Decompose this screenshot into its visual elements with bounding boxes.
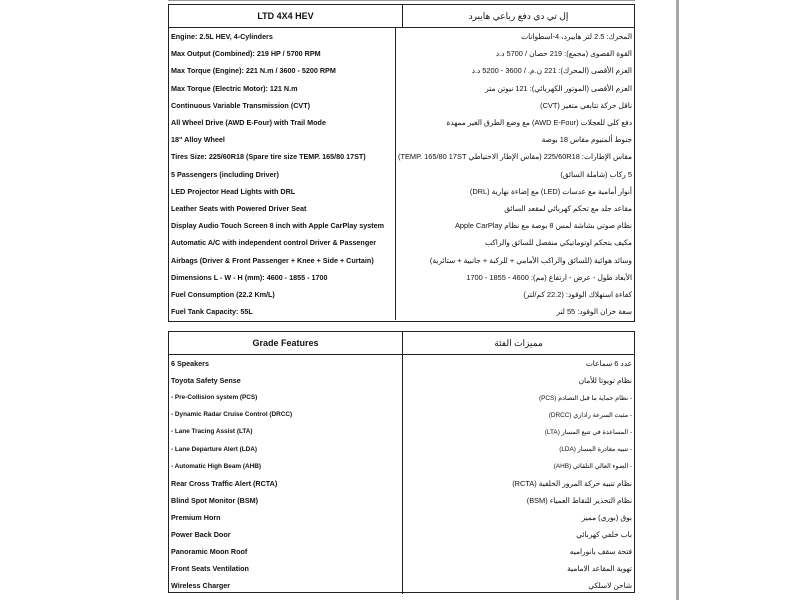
table-row-arabic: مكيف بتحكم اوتوماتيكي منفصل للسائق والراكب [485, 238, 632, 248]
table-row-english: 6 Speakers [171, 359, 209, 369]
table-row-arabic: دفع كلي للعجلات (AWD E-Four) مع وضع الطرق الغير ممهدة [446, 118, 632, 128]
table-row-english: - Automatic High Beam (AHB) [171, 462, 261, 470]
specifications-table-header [169, 5, 634, 28]
table-row-english: Display Audio Touch Screen 8 inch with Apple CarPlay system [171, 221, 385, 231]
table-row-english: Fuel Consumption (22.2 Km/L) [171, 289, 275, 299]
table-row-arabic: - المساعدة في تتبع المسار (LTA) [544, 428, 632, 436]
table-row-arabic: سعة خزان الوقود: 55 لتر [556, 307, 632, 317]
table-row-arabic: - نظام حماية ما قبل التصادم (PCS) [538, 394, 632, 402]
table-row-arabic: نظام التحذير للنقاط العمياء (BSM) [526, 495, 632, 505]
table-row-arabic: تهوية المقاعد الامامية [567, 564, 632, 574]
table-row-english: Continuous Variable Transmission (CVT) [171, 100, 310, 110]
page-top-rule [168, 0, 635, 1]
table-row-english: LED Projector Head Lights with DRL [171, 186, 296, 196]
specifications-table [168, 4, 635, 322]
table-row-english: - Dynamic Radar Cruise Control (DRCC) [171, 411, 293, 419]
table-row-arabic: باب خلفي كهربائي [576, 529, 632, 539]
table-row-arabic: نظام تويوتا للأمان [578, 376, 632, 386]
table-row-english: Toyota Safety Sense [171, 376, 241, 386]
table-row-english: Leather Seats with Powered Driver Seat [171, 203, 307, 213]
table-row-arabic: مقاعد جلد مع تحكم كهربائي لمقعد السائق [504, 203, 632, 213]
table-row-arabic: جنوط ألمنيوم مقاس 18 بوصة [541, 135, 632, 145]
table-row-arabic: نظام صوتي بشاشة لمس 8 بوصة مع نظام Apple CarPlay [454, 221, 632, 231]
table-row-arabic: كفاءة استهلاك الوقود: (22.2 كم/لتر) [523, 289, 632, 299]
table-row-english: Engine: 2.5L HEV, 4-Cylinders [171, 32, 273, 42]
table-row-arabic: العزم الأقصى (الموتور الكهربائي): 121 نيوتن متر [485, 83, 632, 93]
table-row-arabic: - تنبيه مغادرة المسار (LDA) [559, 446, 632, 454]
table-row-arabic: القوة القصوى (مجمع): 219 حصان / 5700 د.د [495, 49, 632, 59]
english-column [169, 28, 396, 320]
grade-features-table [168, 331, 635, 593]
table-row-arabic: الأبعاد طول - عرض - ارتفاع (مم): 4600 - 1855 - 1700 [466, 272, 632, 282]
table-row-english: Front Seats Ventilation [171, 564, 249, 574]
table-row-english: Blind Spot Monitor (BSM) [171, 495, 259, 505]
table-row-english: - Pre-Collision system (PCS) [171, 394, 258, 402]
grade-features-header [169, 332, 634, 355]
table-row-arabic: شاحن لاسلكي [588, 581, 632, 591]
table-row-arabic: عدد 6 سماعات [585, 359, 632, 369]
table-row-english: 18" Alloy Wheel [171, 135, 225, 145]
header-arabic: إل تي دي دفع رباعي هايبرد [468, 10, 569, 21]
table-row-english: Rear Cross Traffic Alert (RCTA) [171, 478, 278, 488]
table-row-arabic: مقاس الإطارات: 225/60R18 (مقاس الإطار الاحتياطي TEMP. 165/80 17ST) [398, 152, 632, 162]
table-row-arabic: بوق (بوري) مميز [581, 512, 632, 522]
table-row-english: Automatic A/C with independent control Driver & Passenger [171, 238, 377, 248]
table-row-english: - Lane Tracing Assist (LTA) [171, 428, 253, 436]
table-row-arabic: - مثبت السرعة راداري (DRCC) [548, 411, 632, 419]
table-row-english: Max Output (Combined): 219 HP / 5700 RPM [171, 49, 321, 59]
table-row-english: 5 Passengers (including Driver) [171, 169, 279, 179]
table-row-arabic: 5 ركاب (شاملة السائق) [560, 169, 632, 179]
table-row-english: Max Torque (Electric Motor): 121 N.m [171, 83, 298, 93]
header-english: LTD 4X4 HEV [169, 5, 403, 27]
header-arabic: مميزات الفئة [494, 337, 543, 348]
table-row-arabic: ناقل حركة تتابعي متغير (CVT) [540, 100, 632, 110]
table-row-english: Tires Size: 225/60R18 (Spare tire size TEMP. 165/80 17ST) [171, 152, 366, 162]
table-row-english: Airbags (Driver & Front Passenger + Knee + Side + Curtain) [171, 255, 374, 265]
arabic-column [396, 28, 634, 320]
table-row-arabic: العزم الأقصى (المحرك): 221 ن.م. / 3600 - 5200 د.د [471, 66, 632, 76]
table-row-arabic: نظام تنبيه حركة المرور الخلفية (RCTA) [512, 478, 632, 488]
table-row-arabic: المحرك: 2.5 لتر هايبرد، 4-اسطوانات [521, 32, 632, 42]
arabic-column [403, 355, 634, 594]
table-row-english: Panoramic Moon Roof [171, 547, 248, 557]
table-row-english: Fuel Tank Capacity: 55L [171, 307, 253, 317]
table-row-arabic: وسائد هوائية (للسائق والراكب الأمامي + للركبة + جانبية + ستائرية) [429, 255, 632, 265]
table-row-english: - Lane Departure Alert (LDA) [171, 445, 258, 453]
table-row-english: Premium Horn [171, 512, 221, 522]
table-row-english: All Wheel Drive (AWD E-Four) with Trail Mode [171, 118, 326, 128]
header-english: Grade Features [169, 332, 403, 354]
table-row-arabic: فتحة سقف بانوراميه [569, 547, 632, 557]
english-column [169, 355, 403, 594]
page-edge-divider [676, 0, 679, 600]
table-row-english: Wireless Charger [171, 581, 231, 591]
table-row-arabic: - الضوء العالي التلقائي (AHB) [553, 463, 632, 471]
table-row-english: Max Torque (Engine): 221 N.m / 3600 - 5200 RPM [171, 66, 336, 76]
table-row-english: Power Back Door [171, 529, 231, 539]
table-row-arabic: أنوار أمامية مع عدسات (LED) مع إضاءة نهارية (DRL) [469, 186, 632, 196]
table-row-english: Dimensions L - W - H (mm): 4600 - 1855 - 1700 [171, 272, 328, 282]
